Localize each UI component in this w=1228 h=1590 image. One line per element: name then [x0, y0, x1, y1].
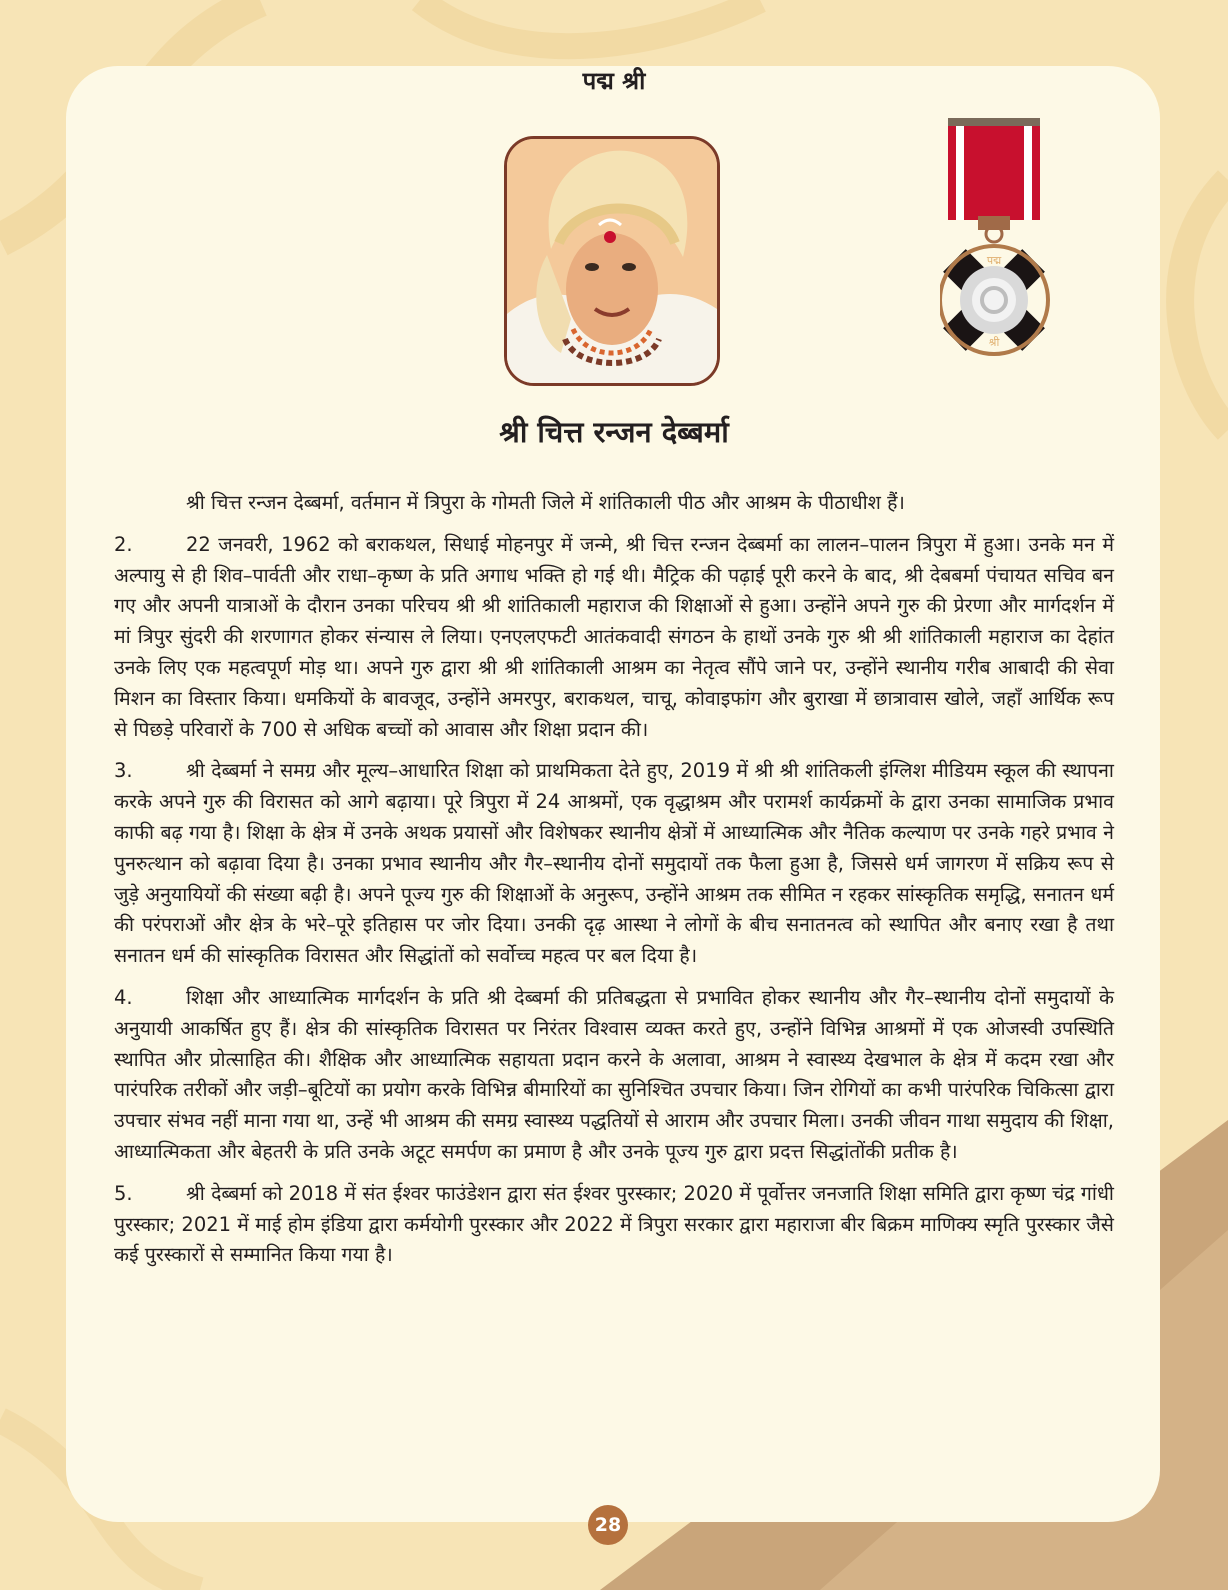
paragraph-number: 2. — [114, 532, 133, 556]
paragraph-intro — [114, 488, 1114, 519]
paragraph-number: 5. — [114, 1181, 133, 1205]
paragraph-text: 22 जनवरी, 1962 को बराकथल, सिधाई मोहनपुर में जन्मे, श्री चित्त रन्जन देब्बर्मा का लालन–पालन त्रिपुरा में हुआ। उनके मन में अल्पायु से ही शिव–पार्वती और राधा–कृष्ण के प्रति अगाध भक्ति हो गई थी। मैट्रिक की पढ़ाई पूरी करने के बाद, श्री देबबर्मा पंचायत सचिव बन गए और अपनी यात्राओं के दौरान उनका परिचय श्री श्री शांतिकाली महाराज की शिक्षाओं से हुआ। उन्होंने अपने गुरु की प्रेरणा और मार्गदर्शन में मां त्रिपुर सुंदरी की शरणागत होकर संन्यास ले लिया। एनएलएफटी आतंकवादी संगठन के हाथों उनके गुरु श्री श्री शांतिकाली महाराज का देहांत उनके लिए एक महत्वपूर्ण मोड़ था। अपने गुरु द्वारा श्री श्री शांतिकाली आश्रम का नेतृत्व सौंपे जाने पर, उन्होंने स्थानीय गरीब आबादी की सेवा मिशन का विस्तार किया। धमकियों के बावजूद, उन्होंने अमरपुर, बराकथल, चाचू, कोवाइफांग और बुराखा में छात्रावास खोले, जहाँ आर्थिक रूप से पिछड़े परिवारों के 700 से अधिक बच्चों को आवास और शिक्षा प्रदान की। — [114, 532, 1114, 741]
portrait-illustration — [507, 139, 717, 383]
paragraph-text: श्री देब्बर्मा ने समग्र और मूल्य–आधारित शिक्षा को प्राथमिकता देते हुए, 2019 में श्री श्री शांतिकली इंग्लिश मीडियम स्कूल की स्थापना करके अपने गुरु की विरासत को आगे बढ़ाया। पूरे त्रिपुरा में 24 आश्रमों, एक वृद्धाश्रम और परामर्श कार्यक्रमों के द्वारा उनका सामाजिक प्रभाव काफी बढ़ गया है। शिक्षा के क्षेत्र में उनके अथक प्रयासों और विशेषकर स्थानीय क्षेत्रों में आध्यात्मिक और नैतिक कल्याण पर उनके गहरे प्रभाव ने पुनरुत्थान को बढ़ावा दिया है। उनका प्रभाव स्थानीय और गैर–स्थानीय दोनों समुदायों तक फैला हुआ है, जिससे धर्म जागरण में सक्रिय रूप से जुड़े अनुयायियों की संख्या बढ़ी है। अपने पूज्य गुरु की शिक्षाओं के अनुरूप, उन्होंने आश्रम तक सीमित न रहकर सांस्कृतिक समृद्धि, सनातन धर्म की परंपराओं और क्षेत्र के भरे–पूरे इतिहास पर जोर दिया। उनकी दृढ़ आस्था ने लोगों के बीच सनातनत्व को स्थापित और बनाए रखा है तथा सनातन धर्म की सांस्कृतिक विरासत और सिद्धांतों को सर्वोच्च महत्व पर बल दिया है। — [114, 759, 1114, 968]
paragraph-number: 4. — [114, 985, 133, 1009]
paragraph-text: श्री चित्त रन्जन देब्बर्मा, वर्तमान में त्रिपुरा के गोमती जिले में शांतिकाली पीठ और आश्रम के पीठाधीश हैं। — [186, 491, 905, 514]
awardee-name: श्री चित्त रन्जन देब्बर्मा — [499, 415, 729, 449]
medal-inscription-top: पद्म — [986, 254, 1002, 267]
paragraph-text: श्री देब्बर्मा को 2018 में संत ईश्वर फाउंडेशन द्वारा संत ईश्वर पुरस्कार; 2020 में पूर्वोत्तर जनजाति शिक्षा समिति द्वारा कृष्ण चंद्र गांधी पुरस्कार; 2021 में माई होम इंडिया द्वारा कर्मयोगी पुरस्कार और 2022 में त्रिपुरा सरकार द्वारा महाराजा बीर बिक्रम माणिक्य स्मृति पुरस्कार जैसे कई पुरस्कारों से सम्मानित किया गया है। — [114, 1181, 1114, 1267]
biography-body — [114, 488, 1114, 1282]
padma-shri-medal-icon — [940, 116, 1066, 370]
paragraph-text: शिक्षा और आध्यात्मिक मार्गदर्शन के प्रति श्री देब्बर्मा की प्रतिबद्धता से प्रभावित होकर स्थानीय और गैर–स्थानीय दोनों समुदायों के अनुयायी आकर्षित हुए हैं। क्षेत्र की सांस्कृतिक विरासत पर निरंतर विश्वास व्यक्त करते हुए, उन्होंने विभिन्न आश्रमों में एक ओजस्वी उपस्थिति स्थापित और प्रोत्साहित की। शैक्षिक और आध्यात्मिक सहायता प्रदान करने के अलावा, आश्रम ने स्वास्थ्य देखभाल के क्षेत्र में कदम रखा और पारंपरिक तरीकों और जड़ी–बूटियों का प्रयोग करके विभिन्न बीमारियों का सुनिश्चित उपचार किया। जिन रोगियों का कभी पारंपरिक चिकित्सा द्वारा उपचार संभव नहीं माना गया था, उन्हें भी आश्रम की समग्र स्वास्थ्य पद्धतियों से आराम और उपचार मिला। उनकी जीवन गाथा समुदाय की शिक्षा, आध्यात्मिकता और बेहतरी के प्रति उनके अटूट समर्पण का प्रमाण है और उनके पूज्य गुरु द्वारा प्रदत्त सिद्धांतोंकी प्रतीक है। — [114, 985, 1114, 1163]
paragraph-number: 3. — [114, 759, 133, 783]
paragraph-3 — [114, 756, 1114, 972]
award-title: पद्म श्री — [582, 67, 646, 95]
awardee-portrait — [504, 136, 720, 386]
medal-inscription-bottom: श्री — [988, 336, 1000, 349]
paragraph-4 — [114, 983, 1114, 1168]
page-number-badge: 28 — [588, 1505, 628, 1545]
paragraph-5 — [114, 1179, 1114, 1271]
paragraph-2 — [114, 530, 1114, 746]
